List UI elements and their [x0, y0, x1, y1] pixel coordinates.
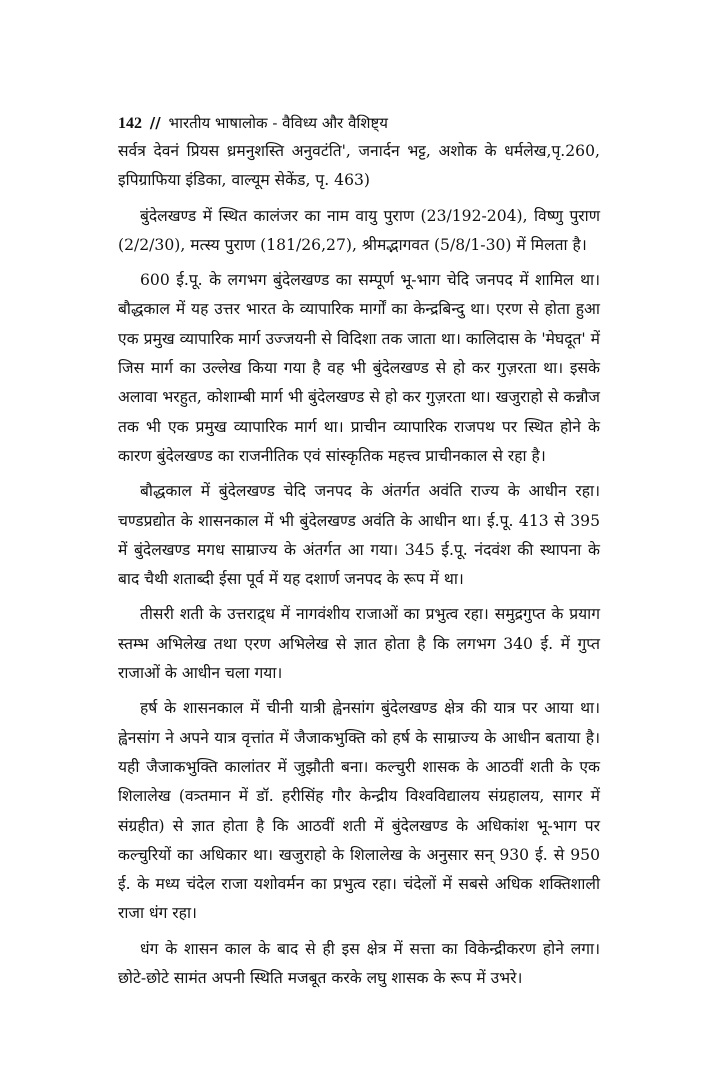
page-number: 142 [118, 115, 142, 132]
paragraph-harsha: हर्ष के शासनकाल में चीनी यात्री ह्वेनसांग बुंदेलखण्ड क्षेत्र की यात्र पर आया था। ह्वेनसांग ने अपने यात्र वृत्तांत में जैजाकभुक्ति को हर्ष के साम्राज्य के आधीन बताया है। यही जैजाकभुक्ति कालांतर में जुझौती बना। कल्चुरी शासक के आठवीं शती के एक शिलालेख (वत्र्तमान में डॉ. हरीसिंह गौर केन्द्रीय विश्वविद्यालय संग्रहालय, सागर में संग्रहीत) से ज्ञात होता है कि आठवीं शती में बुंदेलखण्ड के अधिकांश भू-भाग पर कल्चुरियों का अधिकार था। खजुराहो के शिलालेख के अनुसार सन् 930 ई. से 950 ई. के मध्य चंदेल राजा यशोवर्मन का प्रभुत्व रहा। चंदेलों में सबसे अधिक शक्तिशाली राजा धंग रहा। [118, 699, 600, 923]
paragraph-nagavanshi: तीसरी शती के उत्तराद्र्ध में नागवंशीय राजाओं का प्रभुत्व रहा। समुद्रगुप्त के प्रयाग स्तम्भ अभिलेख तथा एरण अभिलेख से ज्ञात होता है कि लगभग 340 ई. में गुप्त राजाओं के आधीन चला गया। [118, 605, 600, 683]
paragraph-citation-continuation: सर्वत्र देवनं प्रियस ध्रमनुशस्ति अनुवटंति', जनार्दन भट्ट, अशोक के धर्मलेख,पृ.260, इपिग्राफिया इंडिका, वाल्यूम सेकेंड, पृ. 463) [118, 142, 600, 190]
book-title: भारतीय भाषालोक - वैविध्य और वैशिष्ट्य [168, 114, 388, 132]
paragraph-dhanga: धंग के शासन काल के बाद से ही इस क्षेत्र में सत्ता का विकेन्द्रीकरण होने लगा। छोटे-छोटे सामंत अपनी स्थिति मजबूत करके लघु शासक के रूप में उभरे। [118, 939, 600, 988]
paragraph-kalanjar: बुंदेलखण्ड में स्थित कालंजर का नाम वायु पुराण (23/192-204), विष्णु पुराण (2/2/30), मत्स्य पुराण (181/26,27), श्रीमद्भागवत (5/8/1-30) में मिलता है। [118, 206, 600, 254]
paragraph-chedi-janapada: 600 ई.पू. के लगभग बुंदेलखण्ड का सम्पूर्ण भू-भाग चेदि जनपद में शामिल था। बौद्धकाल में यह उत्तर भारत के व्यापारिक मार्गों का केन्द्रबिन्दु था। एरण से होता हुआ एक प्रमुख व्यापारिक मार्ग उज्जयनी से विदिशा तक जाता था। कालिदास के 'मेघदूत' में जिस मार्ग का उल्लेख किया गया है वह भी बुंदेलखण्ड से हो कर गुज़रता था। इसके अलावा भरहुत, कोशाम्बी मार्ग भी बुंदेलखण्ड से हो कर गुज़रता था। खजुराहो से कन्नौज तक भी एक प्रमुख व्यापारिक मार्ग था। प्राचीन व्यापारिक राजपथ पर स्थित होने के कारण बुंदेलखण्ड का राजनीतिक एवं सांस्कृतिक महत्त्व प्राचीनकाल से रहा है। [118, 271, 600, 465]
running-header [118, 112, 600, 135]
paragraph-buddhist-period: बौद्धकाल में बुंदेलखण्ड चेदि जनपद के अंतर्गत अवंति राज्य के आधीन रहा। चण्डप्रद्योत के शासनकाल में भी बुंदेलखण्ड अवंति के आधीन था। ई.पू. 413 से 395 में बुंदेलखण्ड मगध साम्राज्य के अंतर्गत आ गया। 345 ई.पू. नंदवंश की स्थापना के बाद चैथी शताब्दी ईसा पूर्व में यह दशार्ण जनपद के रूप में था। [118, 482, 600, 589]
header-separator: // [149, 114, 161, 132]
book-page [118, 112, 600, 999]
